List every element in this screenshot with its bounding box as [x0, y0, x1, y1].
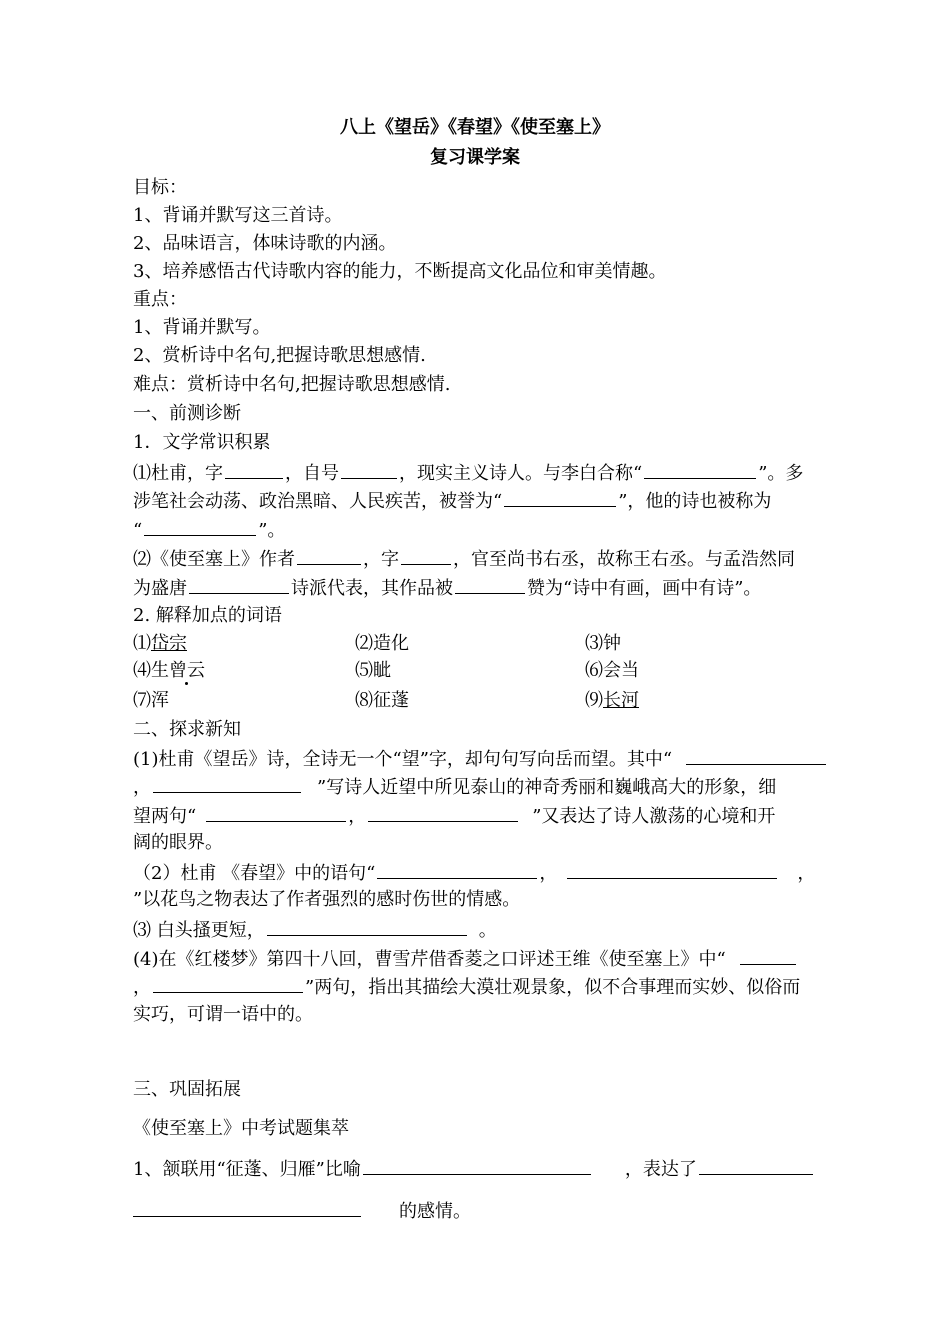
section-heading: 二、探求新知 — [133, 719, 241, 740]
q-text: ”写诗人近望中所见泰山的神奇秀丽和巍峨高大的形象，细 — [317, 777, 777, 798]
answer-blank[interactable] — [377, 860, 537, 879]
word-item: ⑻征蓬 — [355, 690, 409, 711]
answer-blank[interactable] — [644, 460, 756, 479]
question-1-line-3 — [133, 517, 285, 543]
q-text: 。 — [478, 920, 497, 941]
q-text: 涉笔社会动荡、政治黑暗、人民疾苦，被誉为“ — [133, 491, 503, 512]
question-2-line-2 — [133, 575, 761, 601]
goal-item: 1、背诵并默写这三首诗。 — [133, 205, 343, 226]
q-text: ⑵《使至塞上》作者 — [133, 549, 295, 570]
exercise-1-line-2 — [133, 1198, 471, 1224]
q-text: (1)杜甫《望岳》诗，全诗无一个“望”字，却句句写向岳而望。其中“ — [133, 749, 673, 770]
answer-blank[interactable] — [567, 860, 777, 879]
q-text: ， — [797, 863, 816, 884]
q-text: 赞为“诗中有画，画中有诗”。 — [527, 578, 762, 599]
goal-item: 2、品味语言，体味诗歌的内涵。 — [133, 233, 397, 254]
q-text: 望两句“ — [133, 806, 197, 827]
part-2-q3-line — [133, 917, 497, 943]
q-text: ， — [348, 806, 367, 827]
word-row — [133, 632, 833, 656]
question-2-line-1 — [133, 546, 795, 572]
word-item: ⑸眦 — [355, 660, 391, 681]
q-text: ”两句，指出其描绘大漠壮观景象，似不合事理而实妙、似俗而 — [305, 977, 801, 998]
word-item: ⑼长河 — [585, 690, 639, 711]
answer-blank[interactable] — [363, 1156, 591, 1175]
exercise-1-line-1 — [133, 1156, 815, 1182]
subsection-heading: 1．文学常识积累 — [133, 432, 271, 453]
word-item: ⑷生曾云 — [133, 660, 205, 681]
part-2-q4-line-1 — [133, 946, 798, 972]
doc-title: 八上《望岳》《春望》《使至塞上》 — [340, 117, 610, 138]
q-text: ⑶ 白头搔更短， — [133, 920, 265, 941]
section-heading: 三、巩固拓展 — [133, 1079, 241, 1100]
key-item: 1、背诵并默写。 — [133, 317, 271, 338]
answer-blank[interactable] — [455, 575, 525, 594]
doc-subtitle: 复习课学案 — [430, 147, 520, 168]
answer-blank[interactable] — [206, 803, 346, 822]
answer-blank[interactable] — [740, 946, 796, 965]
q-text: 为盛唐 — [133, 578, 187, 599]
word-item: ⑵造化 — [355, 633, 409, 654]
q-text: （2）杜甫 《春望》中的语句“ — [133, 863, 376, 884]
part-2-q4-line-2 — [133, 974, 800, 1000]
subsection-heading: 2. 解释加点的词语 — [133, 605, 282, 626]
question-1-line-1 — [133, 460, 803, 486]
q-text: ，字 — [363, 549, 399, 570]
q-text: ，官至尚书右丞，故称王右丞。与孟浩然同 — [453, 549, 795, 570]
answer-blank[interactable] — [144, 517, 256, 536]
part-2-q1-line-2 — [133, 774, 776, 800]
goal-item: 3、培养感悟古代诗歌内容的能力，不断提高文化品位和审美情趣。 — [133, 261, 667, 282]
word-item: ⑹会当 — [585, 660, 639, 681]
word-row — [133, 689, 833, 713]
answer-blank[interactable] — [297, 546, 361, 565]
q-text: ”。多 — [758, 463, 804, 484]
part-2-q1-line-3 — [133, 803, 775, 829]
answer-blank[interactable] — [189, 575, 289, 594]
part-2-q2-line-2: ”以花鸟之物表达了作者强烈的感时伤世的情感。 — [133, 889, 521, 910]
part-2-q1-line-4: 阔的眼界。 — [133, 832, 223, 853]
goals-label: 目标： — [133, 177, 187, 198]
word-item: ⑶钟 — [585, 633, 621, 654]
q-text: ，自号 — [285, 463, 339, 484]
q-text: ”又表达了诗人激荡的心境和开 — [532, 806, 776, 827]
answer-blank[interactable] — [686, 746, 826, 765]
q-text: ， — [133, 977, 151, 998]
q-text: ， — [133, 777, 151, 798]
question-1-line-2 — [133, 488, 771, 514]
answer-blank[interactable] — [153, 974, 303, 993]
q-text: ，现实主义诗人。与李白合称“ — [399, 463, 643, 484]
part-2-q1-line-1 — [133, 746, 828, 772]
q-text: 1、颔联用“征蓬、归雁”比喻 — [133, 1159, 361, 1180]
emphasis-dot — [185, 682, 188, 685]
q-text: ⑴杜甫，字 — [133, 463, 223, 484]
q-text: ，表达了 — [624, 1159, 697, 1180]
answer-blank[interactable] — [401, 546, 451, 565]
answer-blank[interactable] — [153, 774, 301, 793]
section-subheading: 《使至塞上》中考试题集萃 — [133, 1118, 349, 1139]
answer-blank[interactable] — [225, 460, 283, 479]
section-heading: 一、前测诊断 — [133, 403, 241, 424]
q-text: (4)在《红楼梦》第四十八回，曹雪芹借香菱之口评述王维《使至塞上》中“ — [133, 949, 726, 970]
q-text: ”，他的诗也被称为 — [618, 491, 772, 512]
part-2-q4-line-3: 实巧，可谓一语中的。 — [133, 1004, 313, 1025]
word-item: ⑺浑 — [133, 690, 169, 711]
answer-blank[interactable] — [267, 917, 467, 936]
key-label: 重点： — [133, 289, 187, 310]
q-text: 的感情。 — [399, 1201, 471, 1222]
answer-blank[interactable] — [341, 460, 397, 479]
word-row — [133, 659, 833, 683]
q-text: ， — [539, 863, 558, 884]
q-text: 诗派代表，其作品被 — [291, 578, 453, 599]
q-text: ”。 — [258, 520, 286, 541]
answer-blank[interactable] — [504, 488, 616, 507]
q-text: “ — [133, 520, 143, 541]
difficulty-line: 难点：赏析诗中名句,把握诗歌思想感情. — [133, 374, 451, 395]
part-2-q2-line-1 — [133, 860, 815, 886]
key-item: 2、赏析诗中名句,把握诗歌思想感情. — [133, 345, 426, 366]
answer-blank[interactable] — [368, 803, 518, 822]
word-item: ⑴岱宗 — [133, 633, 187, 654]
answer-blank[interactable] — [133, 1198, 361, 1217]
answer-blank[interactable] — [699, 1156, 813, 1175]
